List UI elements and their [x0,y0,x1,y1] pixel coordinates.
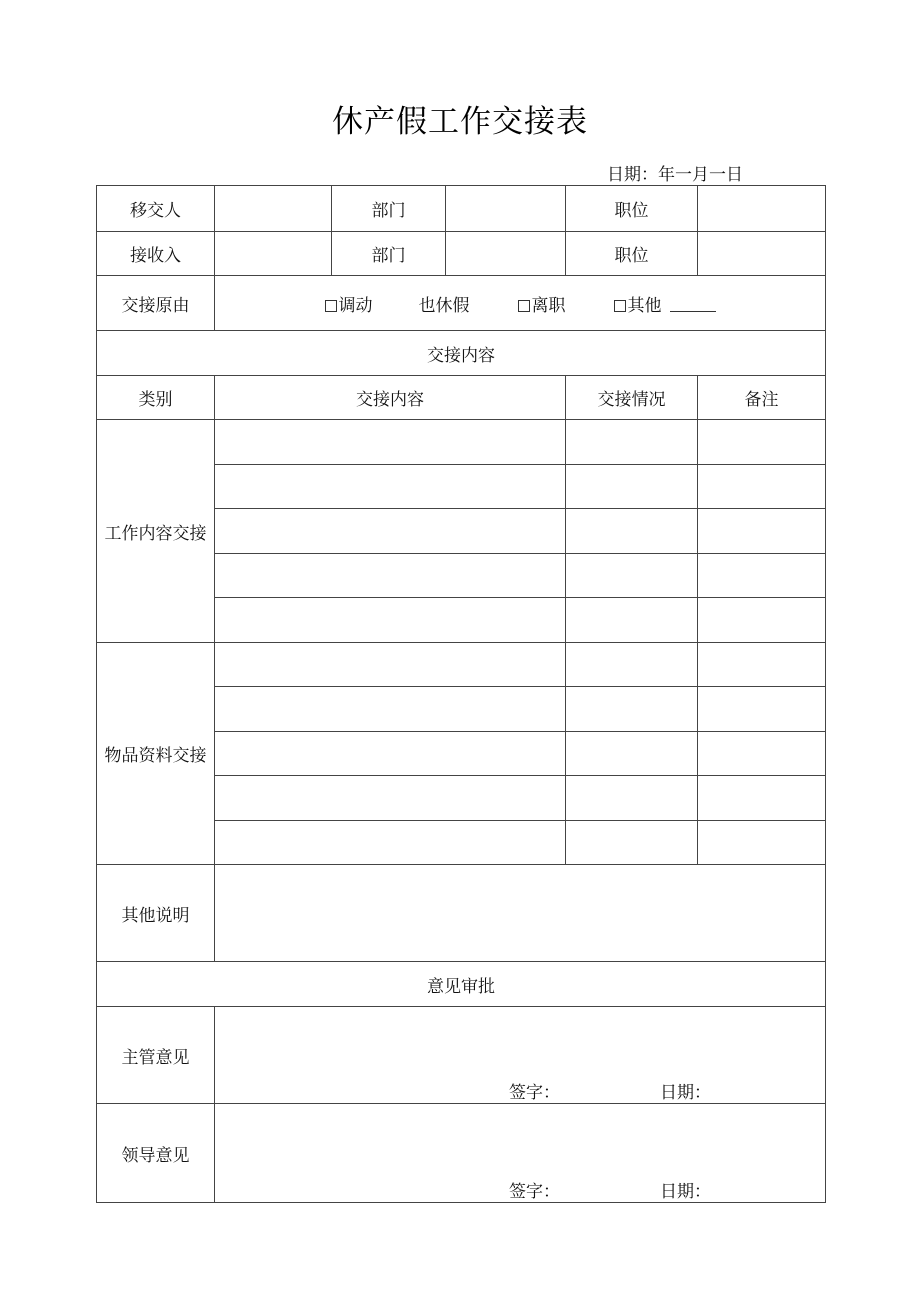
remarks-cell[interactable] [698,554,826,598]
other-notes-label: 其他说明 [97,865,215,962]
signature-label: 签字： [509,1083,560,1103]
row-giver [97,186,826,232]
giver-field[interactable] [215,186,332,232]
giver-position-field[interactable] [698,186,826,232]
page-title: 休产假工作交接表 [332,104,588,140]
header-date: 日期：年一月一日 [607,165,743,185]
row-receiver [97,232,826,276]
row-section-content [97,331,826,376]
row-section-approval [97,962,826,1007]
content-cell[interactable] [215,643,566,687]
sign-date-label: 日期： [660,1182,711,1202]
remarks-cell[interactable] [698,465,826,509]
col-header-status: 交接情况 [566,376,698,420]
status-cell[interactable] [566,821,698,865]
col-header-content: 交接内容 [215,376,566,420]
sign-date-label: 日期： [660,1083,711,1103]
receiver-label: 接收入 [97,232,215,276]
giver-dept-field[interactable] [446,186,566,232]
reason-options [215,276,826,331]
table-row [97,420,826,465]
reason-resign[interactable]: 离职 [518,291,566,316]
content-cell[interactable] [215,776,566,821]
checkbox-icon[interactable] [325,300,337,312]
content-cell[interactable] [215,732,566,776]
status-cell[interactable] [566,776,698,821]
status-cell[interactable] [566,687,698,732]
reason-other[interactable]: 其他 [614,291,716,316]
content-cell[interactable] [215,821,566,865]
row-other-notes [97,865,826,962]
status-cell[interactable] [566,465,698,509]
supervisor-opinion-label: 主管意见 [97,1007,215,1104]
remarks-cell[interactable] [698,643,826,687]
other-blank-line[interactable] [670,299,716,312]
remarks-cell[interactable] [698,598,826,643]
category-items: 物品资料交接 [97,643,215,865]
category-work: 工作内容交接 [97,420,215,643]
content-cell[interactable] [215,420,566,465]
content-cell[interactable] [215,554,566,598]
receiver-position-field[interactable] [698,232,826,276]
other-notes-field[interactable] [215,865,826,962]
row-supervisor-opinion [97,1007,826,1104]
content-cell[interactable] [215,509,566,554]
section-heading-content: 交接内容 [97,331,826,376]
col-header-category: 类别 [97,376,215,420]
receiver-position-label: 职位 [566,232,698,276]
status-cell[interactable] [566,598,698,643]
row-reason [97,276,826,331]
remarks-cell[interactable] [698,776,826,821]
giver-position-label: 职位 [566,186,698,232]
content-cell[interactable] [215,465,566,509]
checkbox-icon[interactable] [518,300,530,312]
remarks-cell[interactable] [698,420,826,465]
table-row [97,643,826,687]
remarks-cell[interactable] [698,821,826,865]
leader-opinion-field[interactable] [215,1104,826,1203]
row-column-headers [97,376,826,420]
reason-label: 交接原由 [97,276,215,331]
status-cell[interactable] [566,643,698,687]
handover-form-table [96,185,826,1203]
remarks-cell[interactable] [698,509,826,554]
reason-leave[interactable]: 也休假 [418,295,470,316]
giver-label: 移交人 [97,186,215,232]
col-header-remarks: 备注 [698,376,826,420]
giver-dept-label: 部门 [332,186,446,232]
reason-transfer[interactable]: 调动 [325,291,373,316]
leader-opinion-label: 领导意见 [97,1104,215,1203]
status-cell[interactable] [566,420,698,465]
receiver-field[interactable] [215,232,332,276]
section-heading-approval: 意见审批 [97,962,826,1007]
checkbox-icon[interactable] [614,300,626,312]
supervisor-opinion-field[interactable] [215,1007,826,1104]
status-cell[interactable] [566,554,698,598]
status-cell[interactable] [566,509,698,554]
status-cell[interactable] [566,732,698,776]
remarks-cell[interactable] [698,732,826,776]
content-cell[interactable] [215,598,566,643]
receiver-dept-field[interactable] [446,232,566,276]
row-leader-opinion [97,1104,826,1203]
content-cell[interactable] [215,687,566,732]
signature-label: 签字： [509,1182,560,1202]
receiver-dept-label: 部门 [332,232,446,276]
remarks-cell[interactable] [698,687,826,732]
